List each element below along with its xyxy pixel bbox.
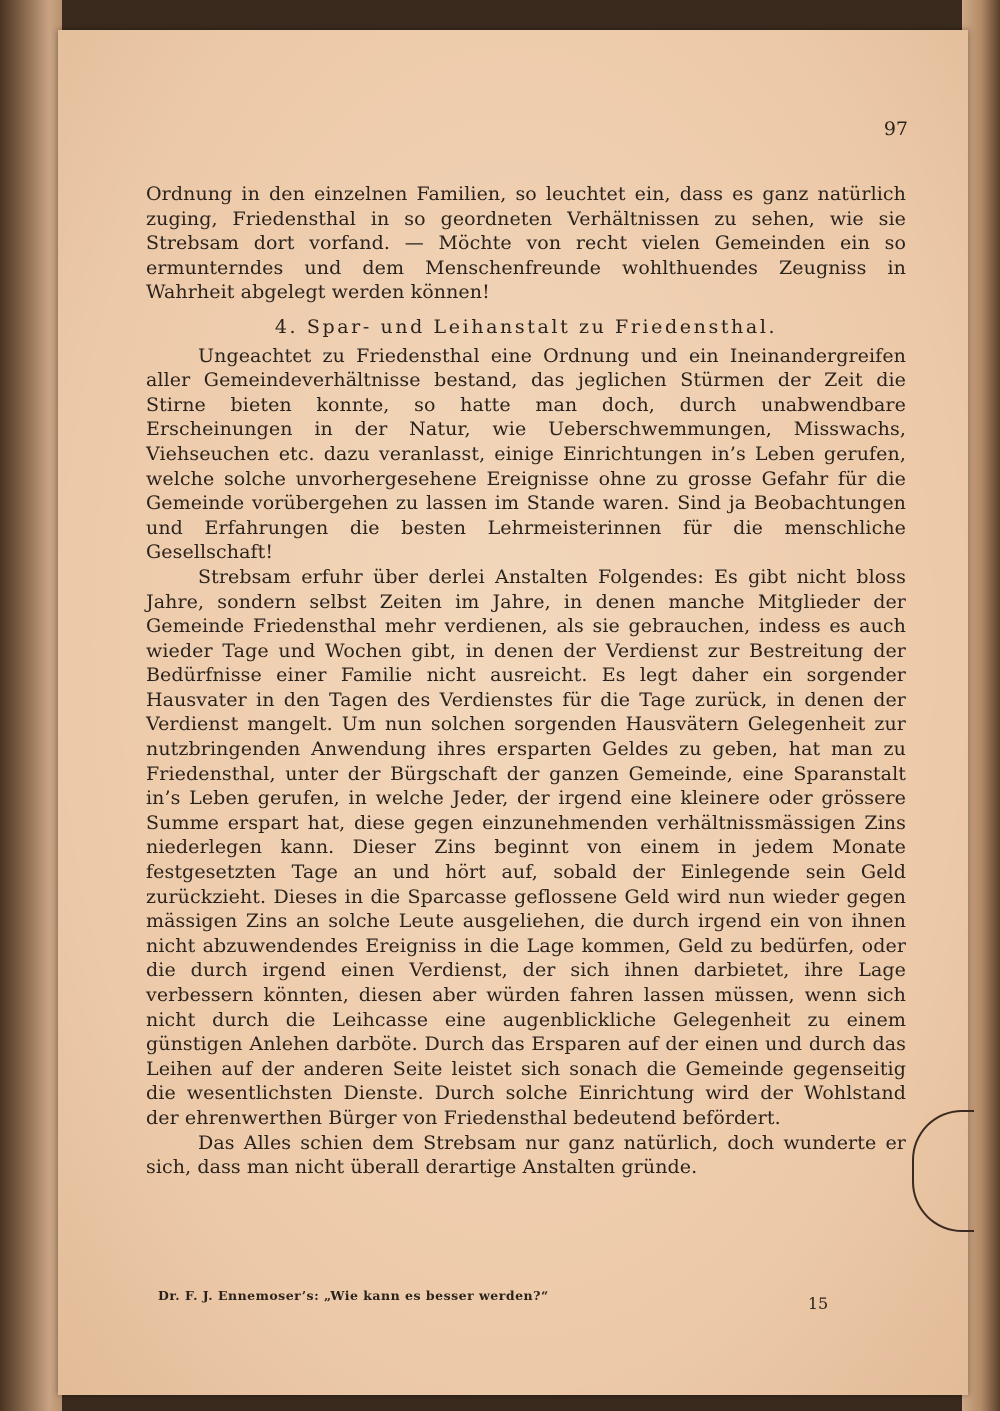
body-text [146,182,906,1180]
page-number: 97 [883,118,908,140]
paragraph: Ungeachtet zu Friedensthal eine Ordnung und ein Ineinandergreifen aller Gemeindeverhältnisse bestand, das jeglichen Stürmen der Zeit die Stirne bieten konnte, so hatte man doch, durch unabwendbare Erscheinungen in der Natur, wie Ueberschwemmungen, Misswachs, Viehseuchen etc. dazu veranlasst, einige Einrichtungen in’s Leben gerufen, welche solche unvorhergesehene Ereignisse ohne zu grosse Gefahr für die Gemeinde vorübergehen zu lassen im Stande waren. Sind ja Beobachtungen und Erfahrungen die besten Lehrmeisterinnen für die menschliche Gesellschaft! [146,344,906,564]
signature-mark: 15 [807,1294,829,1313]
section-heading: 4. Spar- und Leihanstalt zu Friedensthal. [274,315,778,338]
paragraph: Ordnung in den einzelnen Familien, so leuchtet ein, dass es ganz natürlich zuging, Friedensthal in so geordneten Verhältnissen zu sehen, wie sie Strebsam dort vorfand. — Möchte von recht vielen Gemeinden ein so ermunterndes und dem Menschenfreunde wohlthuendes Zeugniss in Wahrheit abgelegt werden können! [146,183,906,304]
book-page [58,30,968,1395]
paragraph: Strebsam erfuhr über derlei Anstalten Folgendes: Es gibt nicht bloss Jahre, sondern selbst Zeiten im Jahre, in denen manche Mitglieder der Gemeinde Friedensthal mehr verdienen, als sie gebrauchen, indess es auch wieder Tage und Wochen gibt, in denen der Verdienst zur Bestreitung der Bedürfnisse einer Familie nicht ausreicht. Es legt daher ein sorgender Hausvater in den Tagen des Verdienstes für die Tage zurück, in denen der Verdienst mangelt. Um nun solchen sorgenden Hausvätern Gelegenheit zur nutzbringenden Anwendung ihres ersparten Geldes zu geben, hat man zu Friedensthal, unter der Bürgschaft der ganzen Gemeinde, eine Sparanstalt in’s Leben gerufen, in welche Jeder, der irgend eine kleinere oder grössere Summe erspart hat, diese gegen einzunehmenden verhältnissmässigen Zins niederlegen kann. Dieser Zins beginnt von einem in jedem Monate festgesetzten Tage an und hört auf, sobald der Einlegende sein Geld zurückzieht. Dieses in die Sparcasse geflossene Geld wird nun wieder gegen mässigen Zins an solche Leute ausgeliehen, die durch irgend ein von ihnen nicht abzuwendendes Ereigniss in die Lage kommen, Geld zu bedürfen, oder die durch irgend einen Verdienst, der sich ihnen darbietet, ihre Lage verbessern könnten, diesen aber würden fahren lassen müssen, wenn sich nicht durch die Leihcasse eine augenblickliche Gelegenheit zu einem günstigen Anlehen darböte. Durch das Ersparen auf der einen und durch das Leihen auf der anderen Seite leistet sich sonach die Gemeinde gegenseitig die wesentlichsten Dienste. Durch solche Einrichtung wird der Wohlstand der ehrenwerthen Bürger von Friedensthal bedeutend befördert. [146,565,906,1129]
footer-note: Dr. F. J. Ennemoser’s: „Wie kann es besser werden?“ [158,1288,549,1303]
book-spine [0,0,62,1411]
paragraph: Das Alles schien dem Strebsam nur ganz natürlich, doch wunderte er sich, dass man nicht überall derartige Anstalten gründe. [146,1131,906,1179]
